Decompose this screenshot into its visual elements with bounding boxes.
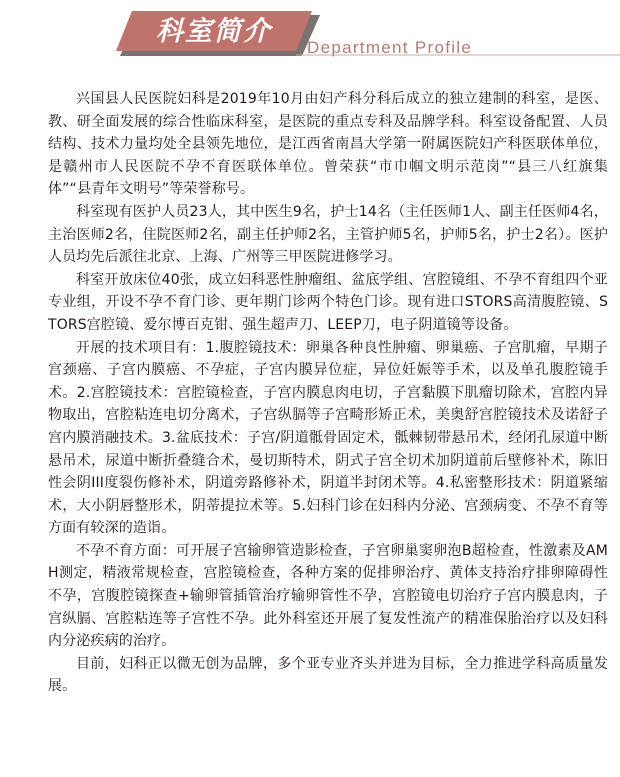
paragraph-techniques: 开展的技术项目有：1.腹腔镜技术：卵巢各种良性肿瘤、卵巢癌、子宫肌瘤，早期子宫颈癌、子宫内膜癌、不孕症，子宫内膜异位症，异位妊娠等手术，以及单孔腹腔镜手术。2.宫腔镜技术：宫腔镜检查，子宫内膜息肉电切，子宫黏膜下肌瘤切除术，宫腔内异物取出，宫腔粘连电切分离术，子宫纵膈等子宫畸形矫正术，美奥舒宫腔镜技术及诺舒子宫内膜消融技术。3.盆底技术：子宫/阴道骶骨固定术，骶棘韧带悬吊术，经闭孔尿道中断悬吊术，尿道中断折叠缝合术，曼切斯特术，阴式子宫全切术加阴道前后壁修补术，陈旧性会阴III度裂伤修补术，阴道旁路修补术，阴道半封闭术等。4.私密整形技术：阴道紧缩术，大小阴唇整形术，阴蒂提拉术等。5.妇科门诊在妇科内分泌、宫颈病变、不孕不育等方面有较深的造诣。	[48, 339, 608, 537]
article-body	[48, 88, 608, 698]
section-header	[0, 8, 620, 60]
page-title: 科室简介	[156, 16, 272, 47]
paragraph-infertility: 不孕不育方面：可开展子宫输卵管造影检查，子宫卵巢窦卵泡B超检查，性激素及AMH测定，精液常规检查，宫腔镜检查，各种方案的促排卵治疗、黄体支持治疗排卵障碍性不孕，宫腹腔镜探查+输卵管插管治疗输卵管性不孕，宫腔镜电切治疗子宫内膜息肉，子宫纵膈、宫腔粘连等子宫性不孕。此外科室还开展了复发性流产的精准保胎治疗以及妇科内分泌疾病的治疗。	[48, 542, 608, 650]
paragraph-staff: 科室现有医护人员23人，其中医生9名，护士14名（主任医师1人、副主任医师4名，主治医师2名，住院医师2名，副主任护师2名，主管护师5名，护师5名，护士2名）。医护人员均先后派往北京、上海、广州等三甲医院进修学习。	[48, 203, 608, 266]
paragraph-facilities: 科室开放床位40张，成立妇科恶性肿瘤组、盆底学组、宫腔镜组、不孕不育组四个亚专业组，开设不孕不育门诊、更年期门诊两个特色门诊。现有进口STORS高清腹腔镜、STORS宫腔镜、爱尔博百克钳、强生超声刀、LEEP刀，电子阴道镜等设备。	[48, 271, 608, 333]
paragraph-intro: 兴国县人民医院妇科是2019年10月由妇产科分科后成立的独立建制的科室，是医、教、研全面发展的综合性临床科室，是医院的重点专科及品牌学科。科室设备配置、人员结构、技术力量均处全县领先地位，是江西省南昌大学第一附属医院妇产科医联体单位，是赣州市人民医院不孕不育医联体单位。曾荣获“市巾帼文明示范岗”“县三八红旗集体”“县青年文明号”等荣誉称号。	[48, 91, 608, 198]
page-subtitle: Department Profile	[307, 38, 473, 57]
paragraph-goals: 目前，妇科正以微无创为品牌，多个亚专业齐头并进为目标，全力推进学科高质量发展。	[48, 655, 608, 695]
